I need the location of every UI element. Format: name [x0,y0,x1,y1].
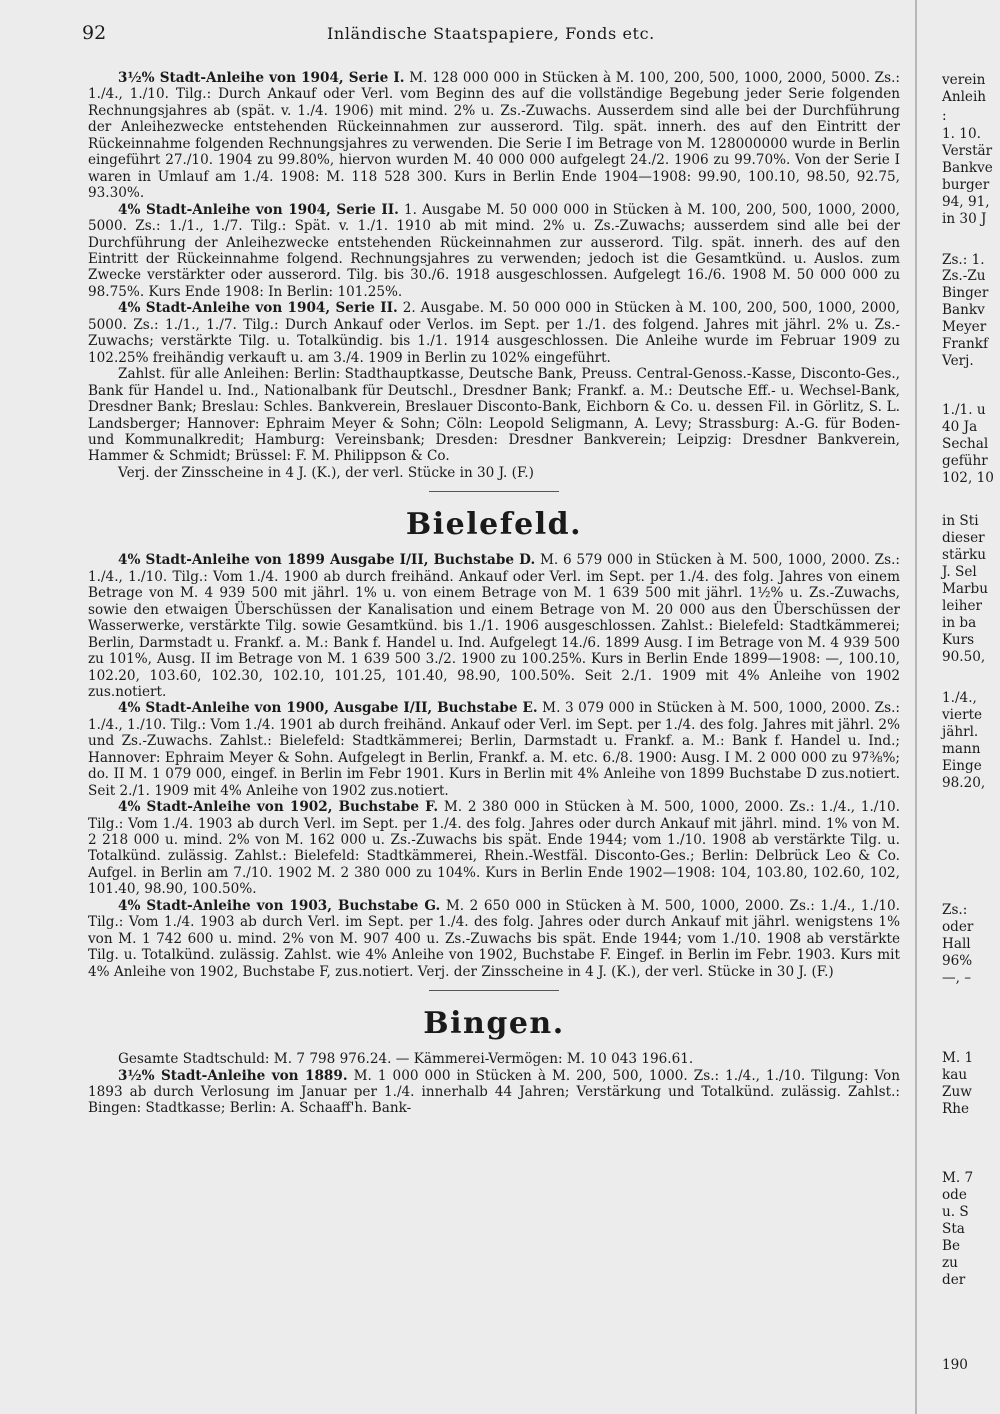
fragment-line: Einge [942,758,982,774]
bingen-section [88,1007,900,1117]
fragment-line: oder [942,919,974,935]
entry-paragraph [88,465,900,481]
entry-text: 2. Ausgabe. M. 50 000 000 in Stücken à M. 100, 200, 500, 1000, 2000, 5000. Zs.: 1./1., 1./7. Tilg.: Durch Ankauf oder Verlos. im Sept. per 1./1. des folgend. Jahres mit jährl. 2% u. Zs.-Zuwachs; verstärkte Tilg. u. Totalkündig. bis 1./1. 1914 ausgeschlossen. Die Anleihe wurde im Februar 1909 zu 102.25% freihändig verkauft u. am 3./4. 1909 in Berlin zu 102% eingeführt. [88,300,900,366]
entry-paragraph [88,700,900,799]
entry-heading: 4% Stadt-Anleihe von 1899 Ausgabe I/II, Buchstabe D. [118,552,536,569]
fragment-line: in 30 J [942,211,987,227]
fragment-line: 98.20, [942,775,986,791]
entry-heading: 4% Stadt-Anleihe von 1903, Buchstabe G. [118,897,441,914]
fragment-line: Zs.: [942,902,968,918]
fragment-line: 90.50, [942,649,986,665]
fragment-line: Meyer [942,319,987,335]
fragment-line: Kurs [942,632,975,648]
entry-text: M. 2 380 000 in Stücken à M. 500, 1000, 2000. Zs.: 1./4., 1./10. Tilg.: Vom 1./4. 1903 ab durch Verl. im Sept. per 1./4. des folg. Jahres oder durch Ankauf mit jährl. mind. 1% von M. 2 218 000 u. mind. 2% von M. 162 000 u. Zs.-Zuwachs bis spät. Ende 1944; vom 1./10. 1908 ab verstärkte Tilg. u. Totalkünd. zulässig. Zahlst.: Bielefeld: Stadtkämmerei, Rhein.-Westfäl. Disconto-Ges.; Berlin: Delbrück Leo & Co. Aufgel. in Berlin am 7./10. 1902 M. 2 380 000 zu 104%. Kurs in Berlin Ende 1902—1908: 104, 103.80, 102.60, 102, 101.40, 98.90, 100.50%. [88,799,900,898]
entry-heading: 3½% Stadt-Anleihe von 1904, Serie I. [118,70,405,86]
entry-text: M. 6 579 000 in Stücken à M. 500, 1000, 2000. Zs.: 1./4., 1./10. Tilg.: Vom 1./4. 1900 ab durch freihänd. Ankauf oder Verl. im Sept. per 1./4. des folg. Jahres von einem Betrage von M. 4 939 500 mit jährl. 1% u. von einem Betrage von M. 1 639 500 mit jährl. 1½% u. Zs.-Zuwachs, sowie den etwaigen Überschüssen der Kanalisation und einem Betrage von M. 20 000 aus den Überschüssen der Wasserwerke, verstärkte Tilg. sowie Gesamtkünd. bis 1./1. 1906 ausgeschlossen. Zahlst.: Bielefeld: Stadtkämmerei; Berlin, Darmstadt u. Frankf. a. M.: Bank f. Handel u. Ind. Aufgelegt 14./6. 1899 Ausg. I im Betrage von M. 4 939 500 zu 101%, Ausg. II im Betrage von M. 1 639 500 3./2. 1900 zu 100.25%. Kurs in Berlin Ende 1899—1908: —, 100.10, 102.20, 103.60, 102.30, 102.10, 101.25, 101.40, 98.90, 100.50%. Seit 2./1. 1909 mit 4% Anleihe von 1902 zus.notiert. [88,552,900,700]
fragment-line: —, – [942,970,972,986]
debt-summary: Gesamte Stadtschuld: M. 7 798 976.24. — Kämmerei-Vermögen: M. 10 043 196.61. [118,1051,694,1068]
fragment-line: vierte [942,707,983,723]
fragment-line: M. 7 [942,1170,974,1186]
entry-paragraph [88,898,900,980]
fragment-line: Bankve [942,160,993,176]
fragment-line: Zs.: 1. [942,252,985,268]
entry-paragraph [88,1068,900,1117]
fragment-line: 1./1. u [942,402,986,418]
fragment-line: Sechal [942,436,989,452]
fragment-line: Marbu [942,581,988,597]
page-number: 92 [82,22,107,44]
fragment-line: J. Sel [942,564,977,580]
entry-paragraph [88,366,900,465]
entry-text: Zahlst. für alle Anleihen: Berlin: Stadthauptkasse, Deutsche Bank, Preuss. Central-Genoss.-Kasse, Disconto-Ges., Bank für Handel u. Ind., Nationalbank für Deutschl., Dresdner Bank; Frankf. a. M.: Deutsche Eff.- u. Wechsel-Bank, Dresdner Bank; Breslau: Schles. Bankverein, Breslauer Disconto-Bank, Eichborn & Co. u. dessen Fil. in Görlitz, S. L. Landsberger; Hannover: Ephraim Meyer & Sohn; Cöln: Leopold Seligmann, A. Levy; Strassburg: A.-G. für Boden- und Kommunalkredit; Hamburg: Vereinsbank; Dresden: Dresdner Bankverein; Leipzig: Dresdner Bankverein, Hammer & Schmidt; Brüssel: F. M. Philippson & Co. [88,366,900,465]
fragment-line: dieser [942,530,985,546]
entry-text: M. 3 079 000 in Stücken à M. 500, 1000, 2000. Zs.: 1./4., 1./10. Tilg.: Vom 1./4. 1901 ab durch freihänd. Ankauf oder Verl. im Sept. per 1./4. des folg. Jahres mit jährl. 2% und Zs.-Zuwachs. Zahlst.: Bielefeld: Stadtkämmerei; Berlin, Darmstadt u. Frankf. a. M.: Bank f. Handel u. Ind.; Hannover: Ephraim Meyer & Sohn. Aufgelegt in Berlin, Frankf. a. M. etc. 6./8. 1900: Ausg. I M. 2 000 000 zu 97⅜%; do. II M. 1 079 000, eingef. in Berlin im Febr 1901. Kurs in Berlin mit 4% Anleihe von 1899 Buchstabe D zus.notiert. Seit 2./1. 1909 mit 4% Anleihe von 1902 zus.notiert. [88,700,900,799]
adjacent-page-column [928,0,1000,1414]
fragment-line: stärku [942,547,987,563]
entry-heading: 4% Stadt-Anleihe von 1900, Ausgabe I/II, Buchstabe E. [118,700,538,717]
fragment-line: in ba [942,615,977,631]
entry-text: M. 1 000 000 in Stücken à M. 200, 500, 1000. Zs.: 1./4., 1./10. Tilgung: Von 1893 ab durch Verlosung im Januar per 1./4. innerhalb 44 Jahren; Verstärkung und Totalkünd. zulässig. Zahlst.: Bingen: Stadtkasse; Berlin: A. Schaaff'h. Bank- [88,1067,900,1117]
entry-paragraph [88,552,900,700]
main-column [88,70,900,1117]
fragment-line: mann [942,741,981,757]
fragment-line: geführ [942,453,988,469]
fragment-line: M. 1 [942,1050,974,1066]
city-heading-bielefeld: Bielefeld. [405,507,583,543]
fragment-line: 40 Ja [942,419,978,435]
entry-heading: 4% Stadt-Anleihe von 1904, Serie II. [118,201,399,218]
entry-paragraph [88,202,900,301]
fragment-line: : [942,108,947,124]
page-gutter [915,0,917,1414]
fragment-line: 1. 10. [942,126,981,142]
fragment-line: Zs.-Zu [942,268,986,284]
fragment-line: Frankf [942,336,989,352]
fragment-line: Anleih [942,89,987,105]
fragment-line: 96% [942,953,973,969]
section-divider [429,491,559,492]
page-header [0,22,920,50]
fragment-line: zu [942,1255,958,1271]
fragment-line: 190 [942,1357,968,1373]
entry-text: M. 2 650 000 in Stücken à M. 500, 1000, 2000. Zs.: 1./4., 1./10. Tilg.: Vom 1./4. 1903 ab durch Verl. im Sept. per 1./4. des folg. Jahres oder durch Ankauf mit jährl. wenigstens 1% von M. 1 742 600 u. mind. 2% von M. 907 400 u. Zs.-Zuwachs bis spät. Ende 1944; vom 1./10. 1908 ab verstärkte Tilg. u. Totalkünd. zulässig. Zahlst. wie 4% Anleihe von 1902, Buchstabe F. Eingef. in Berlin im Febr. 1903. Kurs mit 4% Anleihe von 1902, Buchstabe F, zus.notiert. Verj. der Zinsscheine in 4 J. (K.), der verl. Stücke in 30 J. (F.) [88,897,901,980]
fragment-line: Verj. [942,353,974,369]
entry-text: M. 128 000 000 in Stücken à M. 100, 200, 500, 1000, 2000, 5000. Zs.: 1./4., 1./10. Tilg.: Durch Ankauf oder Verl. vom Beginn des auf die vollständige Begebung jeder Serie folgenden Rechnungsjahres ab (spät. v. 1./4. 1906) mit mind. 2% u. Zs.-Zuwachs. Ausserdem sind alle bei der Durchführung der Anleihezwecke entstehenden Rückeinnahmen zur ausserord. Tilg. spät. innerh. des auf den Eintritt der Rückeinnahme folgenden Rechnungsjahres zu verwenden. Die Serie I im Betrage von M. 128000000 wurde in Berlin eingeführt 27./10. 1904 zu 99.80%, hiervon wurden M. 40 000 000 aufgelegt 24./2. 1906 zu 99.70%. Von der Serie I waren in Umlauf am 1./4. 1908: M. 118 528 300. Kurs in Berlin Ende 1904—1908: 99.90, 100.10, 98.50, 92.75, 93.30%. [88,70,901,202]
fragment-line: u. S [942,1204,969,1220]
fragment-line: Rhe [942,1101,970,1117]
city-heading-bingen: Bingen. [423,1006,565,1042]
entry-paragraph [88,70,900,202]
fragment-line: Hall [942,936,971,952]
fragment-line: ode [942,1187,967,1203]
fragment-line: verein [942,72,986,88]
fragment-line: burger [942,177,990,193]
running-title: Inländische Staatspapiere, Fonds etc. [327,24,655,43]
entry-heading: 4% Stadt-Anleihe von 1904, Serie II. [118,300,398,317]
fragment-line: 94, 91, [942,194,990,210]
fragment-line: der [942,1272,966,1288]
fragment-line: 1./4., [942,690,977,706]
fragment-line: Bankv [942,302,985,318]
fragment-line: Binger [942,285,989,301]
fragment-line: leiher [942,598,983,614]
section-divider [429,990,559,991]
fragment-line: Sta [942,1221,965,1237]
entry-text: 1. Ausgabe M. 50 000 000 in Stücken à M. 100, 200, 500, 1000, 2000, 5000. Zs.: 1./1., 1./7. Tilg.: Spät. v. 1./1. 1910 ab mit mind. 2% u. Zs.-Zuwachs; ausserdem sind alle bei der Durchführung der Anleihezwecke entstehenden Rückeinnahmen zur ausserord. Tilg. spät. innerh. des auf den Eintritt der Rückeinnahme folgend. Rechnungsjahres zu verwenden; jedoch ist die Gesamtkünd. u. Auslos. zum Zwecke verstärkter oder ausserord. Tilg. bis 30./6. 1918 ausgeschlossen. Aufgelegt 16./6. 1908 M. 50 000 000 zu 98.75%. Kurs Ende 1908: In Berlin: 101.25%. [88,201,900,300]
fragment-line: kau [942,1067,968,1083]
entry-heading: 3½% Stadt-Anleihe von 1889. [118,1067,348,1084]
bielefeld-section [88,508,900,980]
fragment-line: jährl. [942,724,979,740]
fragment-line: Be [942,1238,961,1254]
entry-text: Verj. der Zinsscheine in 4 J. (K.), der verl. Stücke in 30 J. (F.) [118,464,534,481]
fragment-line: in Sti [942,513,979,529]
fragment-line: 102, 10 [942,470,994,486]
fragment-line: Verstär [942,143,993,159]
entry-paragraph [88,300,900,366]
fragment-line: Zuw [942,1084,972,1100]
entry-heading: 4% Stadt-Anleihe von 1902, Buchstabe F. [118,799,439,816]
intro-section [88,70,900,481]
entry-paragraph [88,799,900,898]
